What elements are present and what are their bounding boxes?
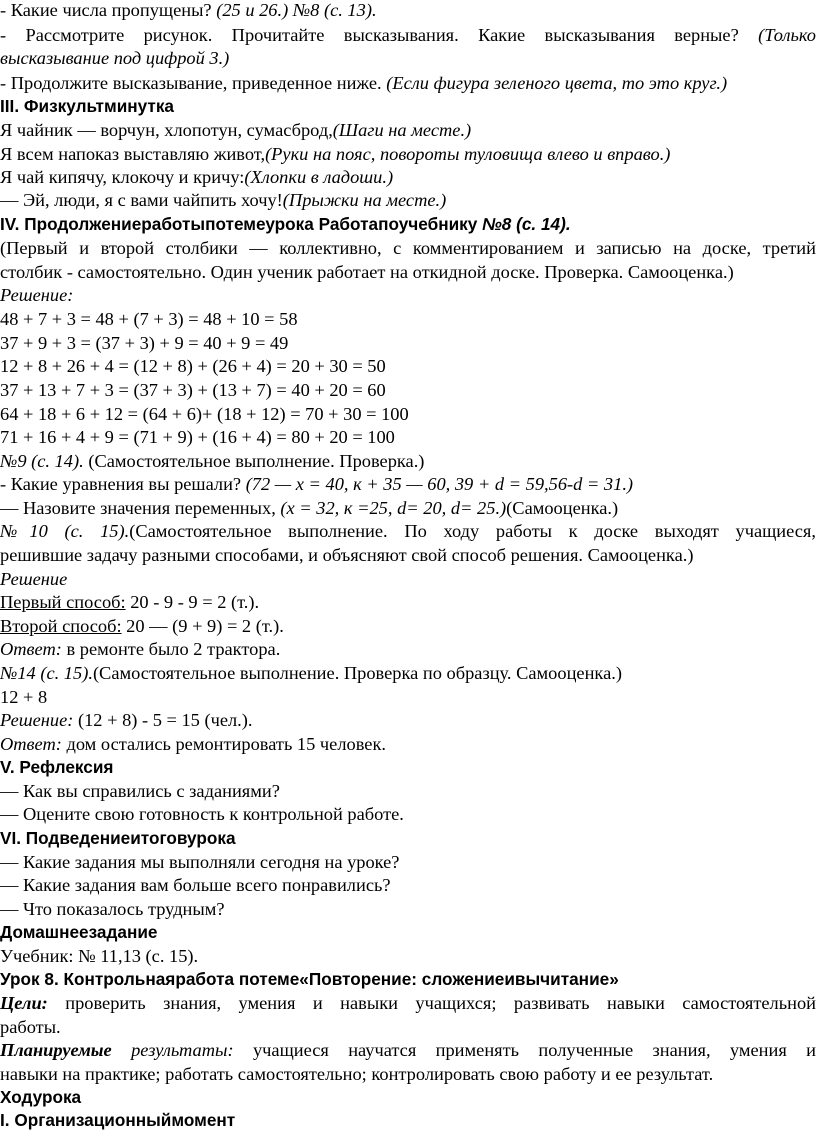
text-line (0, 73, 816, 93)
text-run: в ремонте было 2 трактора. (61, 639, 281, 659)
section-heading: V. Рефлексия (0, 757, 114, 777)
poem-line (0, 167, 816, 187)
answer-label: Ответ: (0, 639, 62, 659)
goals-label: Цели: (0, 993, 48, 1013)
text-run: — Назовите значения переменных, (0, 498, 281, 518)
text-run-italic: №10 (с. 15). (0, 521, 130, 541)
list-item: — Оцените свою готовность к контрольной работе. (0, 804, 404, 824)
text-run: (Самостоятельное выполнение. По ходу работы к доске выходят учащиеся, (129, 521, 816, 541)
text-run-italic: №8 (с. 14). (482, 214, 571, 234)
text-line: (Первый и второй столбики — коллективно, с комментированием и записью на доске, третий (0, 238, 816, 258)
text-line (0, 451, 816, 471)
text-run: (12 + 8) - 5 = 15 (чел.). (73, 710, 253, 730)
text-line (0, 521, 816, 541)
poem-line (0, 144, 816, 164)
list-item: — Какие задания вам больше всего понравились? (0, 875, 391, 895)
results-label-bold: Планируемые (0, 1040, 112, 1060)
text-line (0, 734, 816, 754)
text-line (0, 1040, 816, 1060)
solution-label: Решение: (0, 710, 74, 730)
text-line: решившие задачу разными способами, и объясняют свой способ решения. Самооценка.) (0, 545, 694, 565)
text-run: 20 - 9 - 9 = 2 (т.). (125, 592, 260, 612)
text-line (0, 710, 816, 730)
text-run: (Самостоятельное выполнение. Проверка.) (83, 451, 425, 471)
equation-line: 37 + 9 + 3 = (37 + 3) + 9 = 40 + 9 = 49 (0, 333, 289, 353)
text-line: работы. (0, 1017, 61, 1037)
equation-line: 48 + 7 + 3 = 48 + (7 + 3) = 48 + 10 = 58 (0, 309, 298, 329)
text-line (0, 616, 816, 636)
text-run-italic: (Руки на пояс, повороты туловища влево и вправо.) (265, 144, 671, 164)
equation-line: 71 + 16 + 4 + 9 = (71 + 9) + (16 + 4) = 80 + 20 = 100 (0, 427, 395, 447)
text-run-italic: (Только (758, 25, 816, 45)
text-line: Учебник: № 11,13 (с. 15). (0, 946, 199, 966)
poem-line (0, 120, 816, 140)
list-item: — Что показалось трудным? (0, 899, 225, 919)
section-heading: III. Физкультминутка (0, 96, 174, 116)
text-run: IV. Продолжениеработыпотемеурока Работапоучебнику (0, 214, 483, 234)
text-line: высказывание под цифрой 3.) (0, 48, 230, 68)
text-line: 12 + 8 (0, 687, 48, 707)
text-run: Я чай кипячу, клокочу и кричу: (0, 167, 245, 187)
text-run: дом остались ремонтировать 15 человек. (61, 734, 386, 754)
equation-line: 12 + 8 + 26 + 4 = (12 + 8) + (26 + 4) = 20 + 30 = 50 (0, 356, 386, 376)
list-item: — Какие задания мы выполняли сегодня на уроке? (0, 852, 400, 872)
text-run: - Рассмотрите рисунок. Прочитайте высказывания. Какие высказывания верные? (0, 25, 759, 45)
text-run: проверить знания, умения и навыки учащихся; развивать навыки самостоятельной (47, 993, 816, 1013)
text-line (0, 498, 816, 518)
solution-label: Решение (0, 569, 68, 589)
text-run: (Самостоятельное выполнение. Проверка по образцу. Самооценка.) (92, 663, 622, 683)
text-line: навыки на практике; работать самостоятельно; контролировать свою работу и ее результат. (0, 1064, 714, 1084)
section-heading (0, 214, 816, 234)
text-run: 20 — (9 + 9) = 2 (т.). (121, 616, 284, 636)
section-heading: Домашнеезадание (0, 922, 158, 942)
text-run-italic: (Если фигура зеленого цвета, то это круг.) (386, 73, 728, 93)
solution-label: Решение: (0, 285, 74, 305)
text-run-italic: №9 (с. 14). (0, 451, 84, 471)
text-line (0, 25, 816, 45)
text-run-italic: (25 и 26.) №8 (с. 13). (216, 0, 377, 20)
text-run: — Эй, люди, я с вами чайпить хочу! (0, 190, 283, 210)
text-run: - Какие числа пропущены? (0, 0, 217, 20)
text-run-underline: Второй способ: (0, 616, 122, 636)
text-line (0, 663, 816, 683)
text-run-italic: (Шаги на месте.) (332, 120, 472, 140)
text-run-italic: (Хлопки в ладоши.) (244, 167, 394, 187)
text-run: - Продолжите высказывание, приведенное ниже. (0, 73, 387, 93)
text-run-italic: (х = 32, к =25, d= 20, d= 25.) (280, 498, 507, 518)
text-run-italic: (72 — х = 40, к + 35 — 60, 39 + d = 59,56-d = 31.) (245, 474, 634, 494)
results-label-italic: результаты: (111, 1040, 234, 1060)
text-line (0, 0, 816, 20)
text-run: (Самооценка.) (506, 498, 619, 518)
section-heading: VI. Подведениеитоговурока (0, 828, 236, 848)
text-run-italic: №14 (с. 15). (0, 663, 93, 683)
lesson-title: Урок 8. Контрольнаяработа потеме«Повторение: сложениеивычитание» (0, 969, 619, 989)
text-run: Я всем напоказ выставляю живот, (0, 144, 266, 164)
text-run-underline: Первый способ: (0, 592, 126, 612)
answer-label: Ответ: (0, 734, 62, 754)
text-run: Я чайник — ворчун, хлопотун, сумасброд, (0, 120, 333, 140)
text-run: учащиеся научатся применять полученные знания, умения и (233, 1040, 816, 1060)
equation-line: 64 + 18 + 6 + 12 = (64 + 6)+ (18 + 12) = 70 + 30 = 100 (0, 404, 409, 424)
section-heading: I. Организационныймомент (0, 1110, 236, 1130)
text-line (0, 474, 816, 494)
text-run: - Какие уравнения вы решали? (0, 474, 246, 494)
poem-line (0, 190, 816, 210)
equation-line: 37 + 13 + 7 + 3 = (37 + 3) + (13 + 7) = 40 + 20 = 60 (0, 380, 386, 400)
text-line: столбик - самостоятельно. Один ученик работает на откидной доске. Проверка. Самооценка.) (0, 262, 734, 282)
text-line (0, 639, 816, 659)
text-line (0, 993, 816, 1013)
text-line (0, 592, 816, 612)
list-item: — Как вы справились с заданиями? (0, 781, 280, 801)
text-run-italic: (Прыжки на месте.) (282, 190, 447, 210)
section-heading: Ходурока (0, 1087, 82, 1107)
